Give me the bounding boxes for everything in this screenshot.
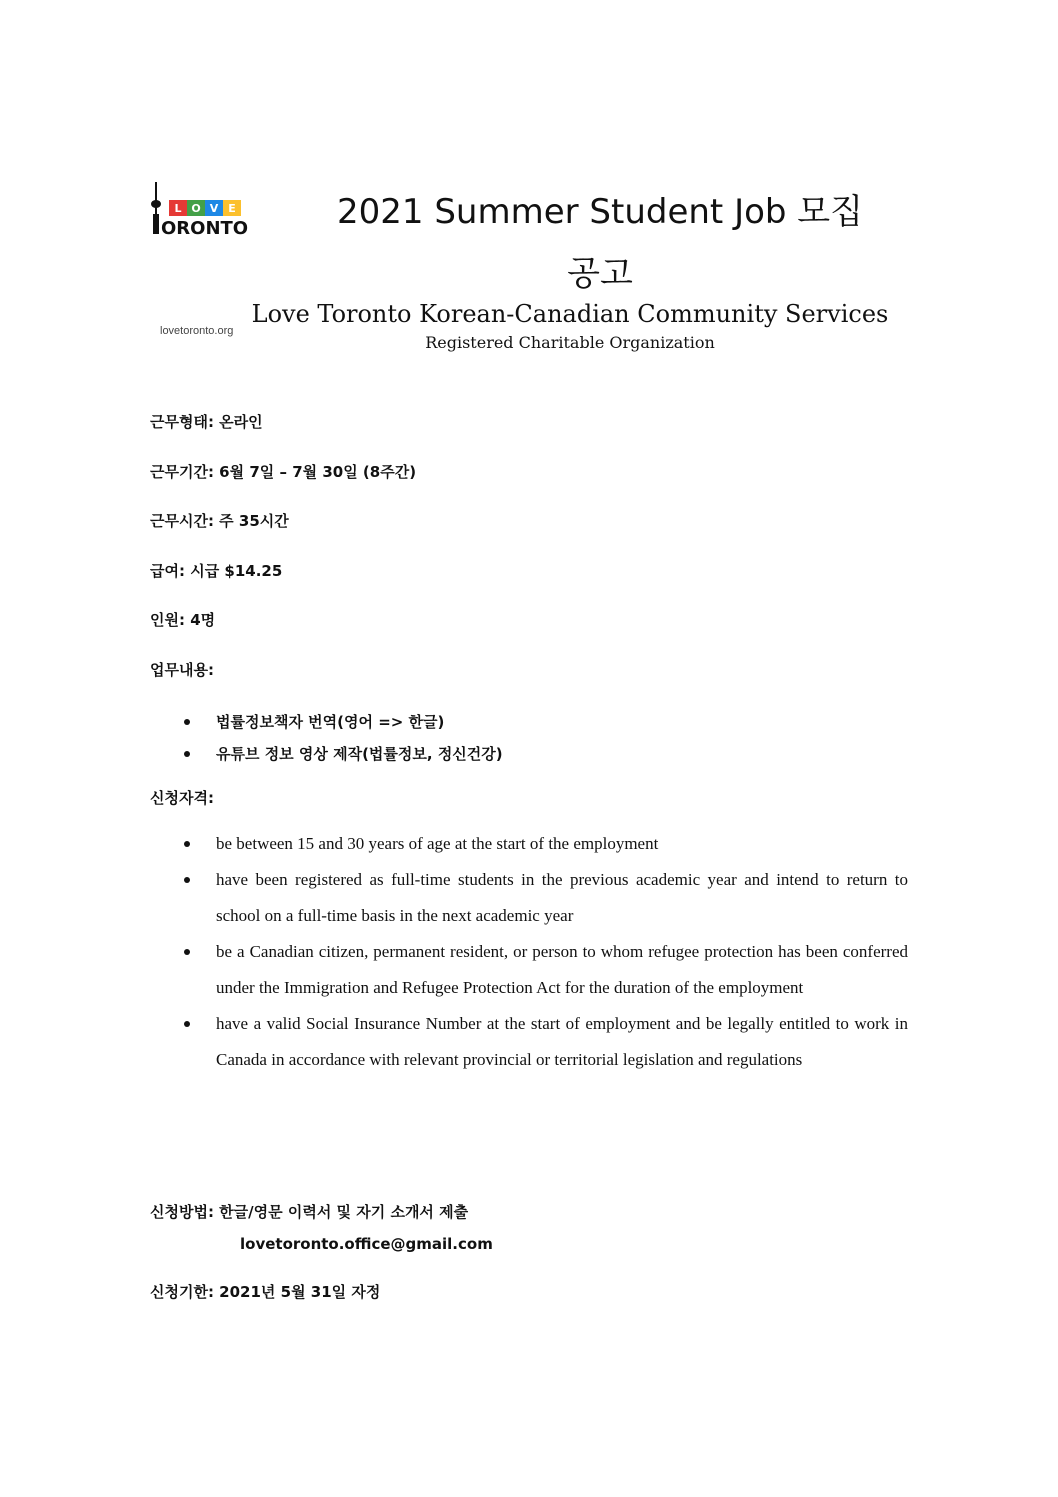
svg-text:L: L xyxy=(174,202,182,215)
list-item: be a Canadian citizen, permanent resident, or person to whom refugee protection has been conferred under the Immigration and Refugee Protection Act for the duration of the employment xyxy=(180,934,908,1006)
positions: 인원: 4명 xyxy=(150,611,216,629)
list-item: be between 15 and 30 years of age at the start of the employment xyxy=(180,826,908,862)
apply-email: lovetoronto.office@gmail.com xyxy=(240,1235,493,1253)
apply-method: 신청방법: 한글/영문 이력서 및 자기 소개서 제출 xyxy=(150,1203,469,1221)
eligibility-label: 신청자격: xyxy=(150,789,214,807)
wage: 급여: 시급 $14.25 xyxy=(150,562,283,580)
organization-name: Love Toronto Korean-Canadian Community Services xyxy=(251,300,889,328)
list-item: have been registered as full-time students in the previous academic year and intend to return to school on a full-time basis in the next academic year xyxy=(180,862,908,934)
work-period: 근무기간: 6월 7일 – 7월 30일 (8주간) xyxy=(150,463,417,481)
logo-caption: lovetoronto.org xyxy=(160,325,234,337)
eligibility-list xyxy=(180,826,908,1078)
cn-tower-icon xyxy=(147,180,259,236)
work-hours: 근무시간: 주 35시간 xyxy=(150,512,289,530)
list-item: 유튜브 정보 영상 제작(법률정보, 정신건강) xyxy=(180,738,880,770)
svg-text:ORONTO: ORONTO xyxy=(161,218,249,236)
deadline: 신청기한: 2021년 5월 31일 자정 xyxy=(150,1283,381,1301)
duties-label: 업무내용: xyxy=(150,661,214,679)
organization-subtitle: Registered Charitable Organization xyxy=(425,333,715,352)
svg-text:V: V xyxy=(209,202,219,215)
page-title: 2021 Summer Student Job 모집 xyxy=(337,192,863,232)
love-toronto-logo xyxy=(147,180,259,236)
list-item: have a valid Social Insurance Number at the start of employment and be legally entitled to work in Canada in accordance with relevant provincial or territorial legislation and regulations xyxy=(180,1006,908,1078)
svg-text:E: E xyxy=(228,202,236,215)
svg-text:O: O xyxy=(191,202,201,215)
work-type: 근무형태: 온라인 xyxy=(150,413,263,431)
list-item: 법률정보책자 번역(영어 => 한글) xyxy=(180,706,880,738)
page-title-line2: 공고 xyxy=(567,254,633,294)
duties-list xyxy=(180,706,880,770)
